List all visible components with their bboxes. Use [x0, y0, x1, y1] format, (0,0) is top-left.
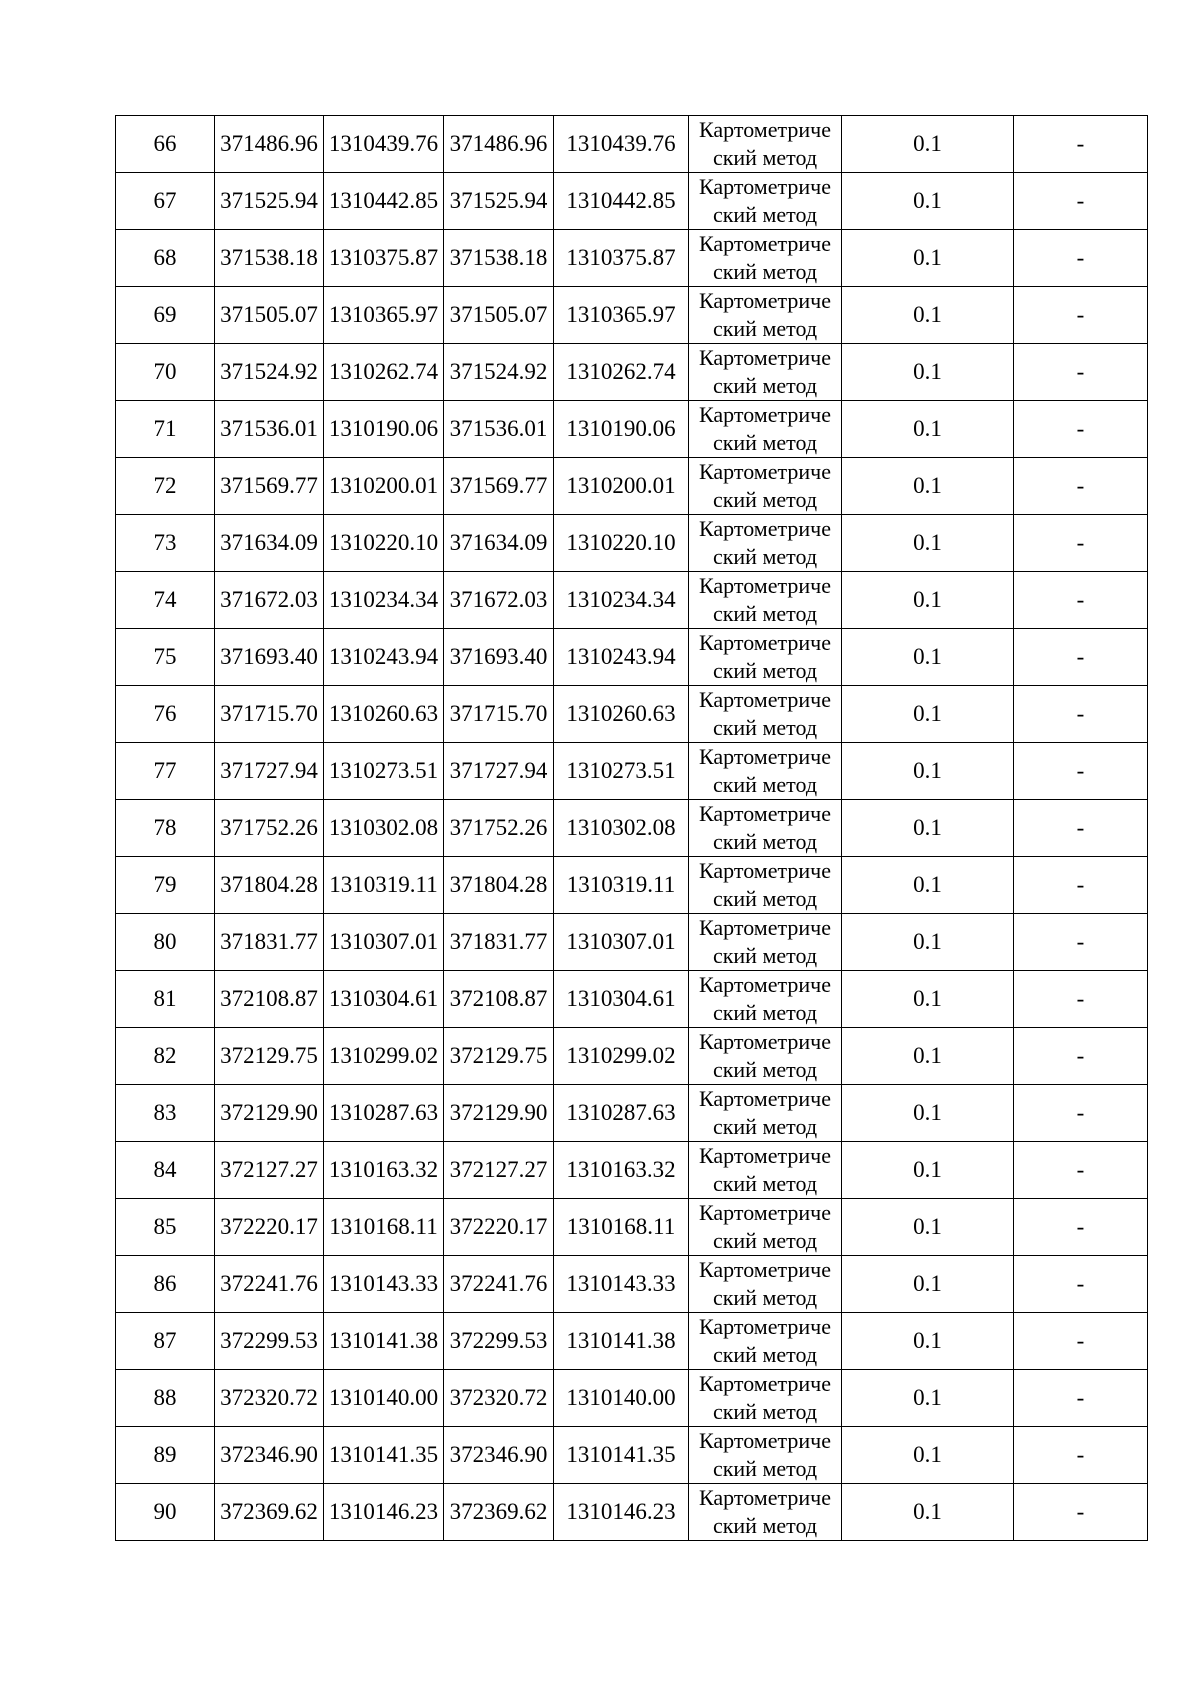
y-refined-cell: 1310365.97 [554, 287, 689, 344]
y-refined-cell: 1310260.63 [554, 686, 689, 743]
x-refined-cell: 371486.96 [444, 116, 554, 173]
table-row [116, 1028, 1148, 1085]
method-line-1: Картометриче [699, 174, 831, 199]
method-line-2: ский метод [712, 1057, 818, 1082]
method-line-1: Картометриче [699, 1428, 831, 1453]
x-existing-cell: 372369.62 [215, 1484, 324, 1541]
y-refined-cell: 1310273.51 [554, 743, 689, 800]
point-number-cell: 74 [116, 572, 215, 629]
method-cell [689, 1313, 842, 1370]
y-refined-cell: 1310375.87 [554, 230, 689, 287]
method-line-2: ский метод [712, 316, 818, 341]
y-refined-cell: 1310190.06 [554, 401, 689, 458]
accuracy-cell: 0.1 [842, 401, 1014, 458]
x-refined-cell: 371538.18 [444, 230, 554, 287]
method-line-1: Картометриче [699, 345, 831, 370]
y-existing-cell: 1310190.06 [324, 401, 444, 458]
x-existing-cell: 371538.18 [215, 230, 324, 287]
x-refined-cell: 371727.94 [444, 743, 554, 800]
note-cell: - [1014, 914, 1148, 971]
note-cell: - [1014, 1256, 1148, 1313]
method-cell [689, 173, 842, 230]
point-number-cell: 76 [116, 686, 215, 743]
point-number-cell: 80 [116, 914, 215, 971]
x-existing-cell: 371525.94 [215, 173, 324, 230]
point-number-cell: 86 [116, 1256, 215, 1313]
method-line-1: Картометриче [699, 915, 831, 940]
y-existing-cell: 1310442.85 [324, 173, 444, 230]
accuracy-cell: 0.1 [842, 1313, 1014, 1370]
note-cell: - [1014, 458, 1148, 515]
accuracy-cell: 0.1 [842, 344, 1014, 401]
x-existing-cell: 371831.77 [215, 914, 324, 971]
x-existing-cell: 371486.96 [215, 116, 324, 173]
x-existing-cell: 371536.01 [215, 401, 324, 458]
y-existing-cell: 1310439.76 [324, 116, 444, 173]
x-refined-cell: 372346.90 [444, 1427, 554, 1484]
point-number-cell: 71 [116, 401, 215, 458]
x-refined-cell: 372108.87 [444, 971, 554, 1028]
method-line-2: ский метод [712, 145, 818, 170]
method-cell [689, 1256, 842, 1313]
y-refined-cell: 1310304.61 [554, 971, 689, 1028]
method-line-2: ский метод [712, 1114, 818, 1139]
table-row [116, 1142, 1148, 1199]
method-line-2: ский метод [712, 772, 818, 797]
method-cell [689, 1199, 842, 1256]
y-refined-cell: 1310299.02 [554, 1028, 689, 1085]
method-line-1: Картометриче [699, 744, 831, 769]
note-cell: - [1014, 1427, 1148, 1484]
method-line-2: ский метод [712, 829, 818, 854]
y-existing-cell: 1310163.32 [324, 1142, 444, 1199]
y-existing-cell: 1310141.38 [324, 1313, 444, 1370]
x-refined-cell: 372127.27 [444, 1142, 554, 1199]
y-refined-cell: 1310287.63 [554, 1085, 689, 1142]
accuracy-cell: 0.1 [842, 572, 1014, 629]
y-existing-cell: 1310146.23 [324, 1484, 444, 1541]
coordinates-table [115, 115, 1148, 1541]
accuracy-cell: 0.1 [842, 287, 1014, 344]
method-cell [689, 515, 842, 572]
x-refined-cell: 371715.70 [444, 686, 554, 743]
table-row [116, 287, 1148, 344]
x-existing-cell: 371693.40 [215, 629, 324, 686]
table-row [116, 800, 1148, 857]
y-refined-cell: 1310243.94 [554, 629, 689, 686]
note-cell: - [1014, 1142, 1148, 1199]
x-refined-cell: 372299.53 [444, 1313, 554, 1370]
method-cell [689, 971, 842, 1028]
table-row [116, 743, 1148, 800]
point-number-cell: 70 [116, 344, 215, 401]
y-refined-cell: 1310141.38 [554, 1313, 689, 1370]
x-refined-cell: 371693.40 [444, 629, 554, 686]
accuracy-cell: 0.1 [842, 1085, 1014, 1142]
x-refined-cell: 372241.76 [444, 1256, 554, 1313]
x-refined-cell: 371672.03 [444, 572, 554, 629]
table-row [116, 857, 1148, 914]
x-existing-cell: 371524.92 [215, 344, 324, 401]
method-cell [689, 1085, 842, 1142]
method-line-1: Картометриче [699, 1314, 831, 1339]
method-line-1: Картометриче [699, 630, 831, 655]
accuracy-cell: 0.1 [842, 743, 1014, 800]
accuracy-cell: 0.1 [842, 173, 1014, 230]
point-number-cell: 67 [116, 173, 215, 230]
accuracy-cell: 0.1 [842, 1370, 1014, 1427]
note-cell: - [1014, 800, 1148, 857]
x-existing-cell: 372127.27 [215, 1142, 324, 1199]
method-cell [689, 743, 842, 800]
method-line-2: ский метод [712, 943, 818, 968]
method-line-1: Картометриче [699, 231, 831, 256]
method-line-1: Картометриче [699, 801, 831, 826]
method-line-2: ский метод [712, 430, 818, 455]
accuracy-cell: 0.1 [842, 1484, 1014, 1541]
x-refined-cell: 371831.77 [444, 914, 554, 971]
accuracy-cell: 0.1 [842, 515, 1014, 572]
y-existing-cell: 1310243.94 [324, 629, 444, 686]
method-line-2: ский метод [712, 544, 818, 569]
x-existing-cell: 371752.26 [215, 800, 324, 857]
table-row [116, 1370, 1148, 1427]
accuracy-cell: 0.1 [842, 629, 1014, 686]
y-refined-cell: 1310200.01 [554, 458, 689, 515]
x-refined-cell: 371525.94 [444, 173, 554, 230]
note-cell: - [1014, 116, 1148, 173]
point-number-cell: 88 [116, 1370, 215, 1427]
table-row [116, 572, 1148, 629]
method-line-2: ский метод [712, 886, 818, 911]
y-refined-cell: 1310442.85 [554, 173, 689, 230]
method-cell [689, 287, 842, 344]
y-existing-cell: 1310260.63 [324, 686, 444, 743]
note-cell: - [1014, 344, 1148, 401]
table-row [116, 1256, 1148, 1313]
point-number-cell: 81 [116, 971, 215, 1028]
point-number-cell: 73 [116, 515, 215, 572]
point-number-cell: 77 [116, 743, 215, 800]
note-cell: - [1014, 572, 1148, 629]
method-cell [689, 1142, 842, 1199]
x-refined-cell: 371505.07 [444, 287, 554, 344]
y-refined-cell: 1310168.11 [554, 1199, 689, 1256]
accuracy-cell: 0.1 [842, 1142, 1014, 1199]
method-line-2: ский метод [712, 1228, 818, 1253]
method-line-1: Картометриче [699, 459, 831, 484]
method-line-2: ский метод [712, 1342, 818, 1367]
method-line-1: Картометриче [699, 1029, 831, 1054]
method-cell [689, 1484, 842, 1541]
y-refined-cell: 1310140.00 [554, 1370, 689, 1427]
x-refined-cell: 371524.92 [444, 344, 554, 401]
y-refined-cell: 1310439.76 [554, 116, 689, 173]
accuracy-cell: 0.1 [842, 1256, 1014, 1313]
x-refined-cell: 371634.09 [444, 515, 554, 572]
method-line-2: ский метод [712, 1399, 818, 1424]
y-existing-cell: 1310143.33 [324, 1256, 444, 1313]
x-existing-cell: 371804.28 [215, 857, 324, 914]
y-refined-cell: 1310143.33 [554, 1256, 689, 1313]
y-existing-cell: 1310141.35 [324, 1427, 444, 1484]
x-existing-cell: 372299.53 [215, 1313, 324, 1370]
y-existing-cell: 1310287.63 [324, 1085, 444, 1142]
note-cell: - [1014, 686, 1148, 743]
point-number-cell: 69 [116, 287, 215, 344]
method-cell [689, 344, 842, 401]
y-existing-cell: 1310299.02 [324, 1028, 444, 1085]
table-row [116, 173, 1148, 230]
table-row [116, 1427, 1148, 1484]
x-existing-cell: 372241.76 [215, 1256, 324, 1313]
method-line-1: Картометриче [699, 1371, 831, 1396]
x-refined-cell: 372369.62 [444, 1484, 554, 1541]
method-cell [689, 800, 842, 857]
method-line-1: Картометриче [699, 573, 831, 598]
x-existing-cell: 371715.70 [215, 686, 324, 743]
note-cell: - [1014, 629, 1148, 686]
x-existing-cell: 371569.77 [215, 458, 324, 515]
table-body [116, 116, 1148, 1541]
y-existing-cell: 1310234.34 [324, 572, 444, 629]
point-number-cell: 72 [116, 458, 215, 515]
note-cell: - [1014, 1199, 1148, 1256]
point-number-cell: 85 [116, 1199, 215, 1256]
method-line-1: Картометриче [699, 117, 831, 142]
point-number-cell: 83 [116, 1085, 215, 1142]
table-row [116, 629, 1148, 686]
method-cell [689, 401, 842, 458]
x-existing-cell: 371727.94 [215, 743, 324, 800]
x-existing-cell: 371672.03 [215, 572, 324, 629]
table-row [116, 230, 1148, 287]
table-row [116, 116, 1148, 173]
y-existing-cell: 1310302.08 [324, 800, 444, 857]
x-existing-cell: 372220.17 [215, 1199, 324, 1256]
x-refined-cell: 371569.77 [444, 458, 554, 515]
note-cell: - [1014, 1370, 1148, 1427]
x-refined-cell: 372129.90 [444, 1085, 554, 1142]
x-refined-cell: 371752.26 [444, 800, 554, 857]
x-existing-cell: 371505.07 [215, 287, 324, 344]
accuracy-cell: 0.1 [842, 1028, 1014, 1085]
method-line-2: ский метод [712, 601, 818, 626]
point-number-cell: 75 [116, 629, 215, 686]
note-cell: - [1014, 173, 1148, 230]
table-row [116, 1085, 1148, 1142]
x-existing-cell: 372346.90 [215, 1427, 324, 1484]
method-line-2: ский метод [712, 1513, 818, 1538]
point-number-cell: 66 [116, 116, 215, 173]
table-row [116, 686, 1148, 743]
method-cell [689, 686, 842, 743]
point-number-cell: 78 [116, 800, 215, 857]
y-refined-cell: 1310302.08 [554, 800, 689, 857]
accuracy-cell: 0.1 [842, 914, 1014, 971]
x-existing-cell: 372129.75 [215, 1028, 324, 1085]
method-line-1: Картометриче [699, 972, 831, 997]
accuracy-cell: 0.1 [842, 458, 1014, 515]
method-cell [689, 1028, 842, 1085]
table-row [116, 1484, 1148, 1541]
method-line-2: ский метод [712, 1285, 818, 1310]
note-cell: - [1014, 971, 1148, 1028]
point-number-cell: 68 [116, 230, 215, 287]
accuracy-cell: 0.1 [842, 116, 1014, 173]
method-line-2: ский метод [712, 1000, 818, 1025]
point-number-cell: 84 [116, 1142, 215, 1199]
method-cell [689, 572, 842, 629]
x-refined-cell: 372320.72 [444, 1370, 554, 1427]
method-line-1: Картометриче [699, 858, 831, 883]
y-existing-cell: 1310140.00 [324, 1370, 444, 1427]
method-cell [689, 116, 842, 173]
y-existing-cell: 1310220.10 [324, 515, 444, 572]
y-refined-cell: 1310234.34 [554, 572, 689, 629]
method-cell [689, 629, 842, 686]
y-refined-cell: 1310146.23 [554, 1484, 689, 1541]
note-cell: - [1014, 287, 1148, 344]
point-number-cell: 89 [116, 1427, 215, 1484]
accuracy-cell: 0.1 [842, 686, 1014, 743]
accuracy-cell: 0.1 [842, 857, 1014, 914]
method-line-2: ский метод [712, 202, 818, 227]
method-line-2: ский метод [712, 373, 818, 398]
method-line-1: Картометриче [699, 1143, 831, 1168]
x-existing-cell: 372320.72 [215, 1370, 324, 1427]
method-line-1: Картометриче [699, 402, 831, 427]
method-line-2: ский метод [712, 658, 818, 683]
note-cell: - [1014, 1085, 1148, 1142]
note-cell: - [1014, 515, 1148, 572]
accuracy-cell: 0.1 [842, 800, 1014, 857]
accuracy-cell: 0.1 [842, 971, 1014, 1028]
table-row [116, 1313, 1148, 1370]
x-refined-cell: 372129.75 [444, 1028, 554, 1085]
table-row [116, 401, 1148, 458]
method-line-2: ский метод [712, 1456, 818, 1481]
y-existing-cell: 1310304.61 [324, 971, 444, 1028]
accuracy-cell: 0.1 [842, 1427, 1014, 1484]
point-number-cell: 87 [116, 1313, 215, 1370]
method-line-2: ский метод [712, 259, 818, 284]
method-cell [689, 1427, 842, 1484]
y-refined-cell: 1310262.74 [554, 344, 689, 401]
method-line-1: Картометриче [699, 1485, 831, 1510]
point-number-cell: 79 [116, 857, 215, 914]
y-existing-cell: 1310375.87 [324, 230, 444, 287]
table-row [116, 971, 1148, 1028]
method-cell [689, 857, 842, 914]
method-line-2: ский метод [712, 1171, 818, 1196]
y-existing-cell: 1310273.51 [324, 743, 444, 800]
note-cell: - [1014, 401, 1148, 458]
x-refined-cell: 371804.28 [444, 857, 554, 914]
y-refined-cell: 1310307.01 [554, 914, 689, 971]
note-cell: - [1014, 230, 1148, 287]
method-line-1: Картометриче [699, 687, 831, 712]
accuracy-cell: 0.1 [842, 1199, 1014, 1256]
table-row [116, 344, 1148, 401]
table-row [116, 1199, 1148, 1256]
method-line-1: Картометриче [699, 288, 831, 313]
x-existing-cell: 372129.90 [215, 1085, 324, 1142]
note-cell: - [1014, 1484, 1148, 1541]
table-row [116, 914, 1148, 971]
y-refined-cell: 1310319.11 [554, 857, 689, 914]
note-cell: - [1014, 857, 1148, 914]
method-line-1: Картометриче [699, 1086, 831, 1111]
y-existing-cell: 1310319.11 [324, 857, 444, 914]
method-line-1: Картометриче [699, 1257, 831, 1282]
method-cell [689, 914, 842, 971]
x-refined-cell: 372220.17 [444, 1199, 554, 1256]
note-cell: - [1014, 1028, 1148, 1085]
y-existing-cell: 1310168.11 [324, 1199, 444, 1256]
method-cell [689, 230, 842, 287]
y-refined-cell: 1310163.32 [554, 1142, 689, 1199]
y-refined-cell: 1310141.35 [554, 1427, 689, 1484]
note-cell: - [1014, 1313, 1148, 1370]
point-number-cell: 90 [116, 1484, 215, 1541]
note-cell: - [1014, 743, 1148, 800]
x-refined-cell: 371536.01 [444, 401, 554, 458]
y-existing-cell: 1310200.01 [324, 458, 444, 515]
y-refined-cell: 1310220.10 [554, 515, 689, 572]
method-cell [689, 458, 842, 515]
method-cell [689, 1370, 842, 1427]
x-existing-cell: 371634.09 [215, 515, 324, 572]
method-line-2: ский метод [712, 487, 818, 512]
table-row [116, 515, 1148, 572]
method-line-2: ский метод [712, 715, 818, 740]
point-number-cell: 82 [116, 1028, 215, 1085]
accuracy-cell: 0.1 [842, 230, 1014, 287]
method-line-1: Картометриче [699, 516, 831, 541]
y-existing-cell: 1310262.74 [324, 344, 444, 401]
method-line-1: Картометриче [699, 1200, 831, 1225]
y-existing-cell: 1310365.97 [324, 287, 444, 344]
table-row [116, 458, 1148, 515]
y-existing-cell: 1310307.01 [324, 914, 444, 971]
x-existing-cell: 372108.87 [215, 971, 324, 1028]
